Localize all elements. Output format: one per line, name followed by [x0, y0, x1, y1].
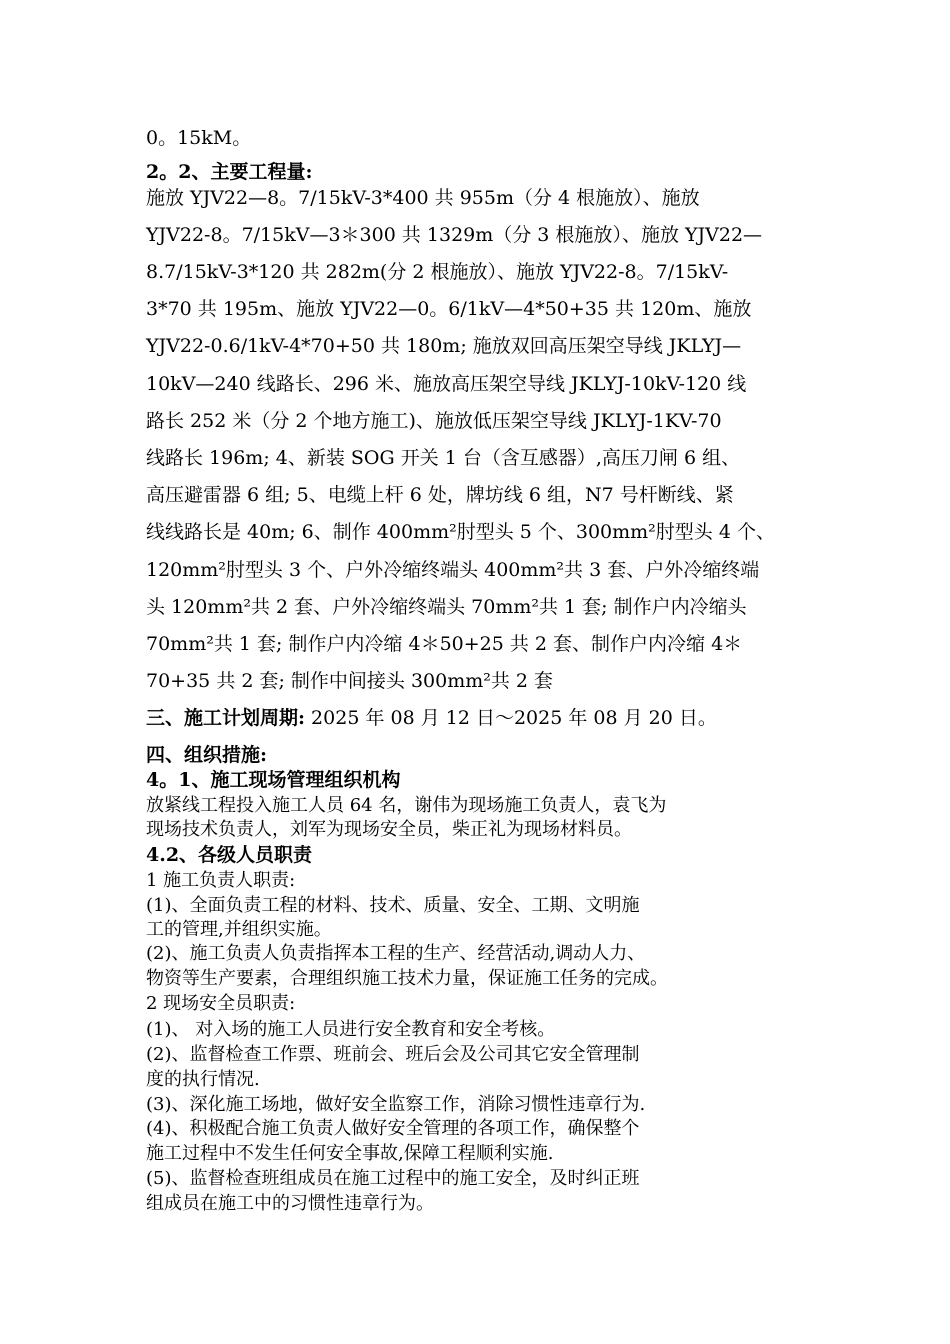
text-line: 组成员在施工中的习惯性违章行为。 — [146, 1193, 434, 1214]
text-line: 物资等生产要素，合理组织施工技术力量，保证施工任务的完成。 — [146, 968, 668, 989]
text-line: 10kV—240 线路长、296 米、施放高压架空导线 JKLYJ-10kV-120 线 — [146, 373, 747, 395]
text-line: 8.7/15kV-3*120 共 282m(分 2 根施放）、施放 YJV22-8。7/15kV- — [146, 261, 729, 283]
text-line: YJV22-8。7/15kV—3＊300 共 1329m（分 3 根施放）、施放 YJV22— — [146, 224, 763, 246]
text-line: 70+35 共 2 套; 制作中间接头 300mm²共 2 套 — [146, 670, 554, 692]
text-line: (2)、监督检查工作票、班前会、班后会及公司其它安全管理制 — [146, 1044, 640, 1065]
text-line: 3*70 共 195m、施放 YJV22—0。6/1kV—4*50+35 共 120m、施放 — [146, 298, 752, 320]
section-heading-organization: 四、组织措施: — [146, 744, 268, 766]
section-heading-quantities: 2。2、主要工程量: — [146, 161, 313, 183]
schedule-dates: 2025 年 08 月 12 日～2025 年 08 月 20 日。 — [305, 707, 717, 729]
text-line: 现场技术负责人，刘军为现场安全员，柴正礼为现场材料员。 — [146, 819, 632, 840]
text-line: 工的管理,并组织实施。 — [146, 919, 332, 940]
text-line: (1)、 对入场的施工人员进行安全教育和安全考核。 — [146, 1019, 556, 1040]
text-line: 线线路长是 40m; 6、制作 400mm²肘型头 5 个、300mm²肘型头 4 个、 — [146, 521, 775, 543]
text-line: (3)、深化施工场地，做好安全监察工作，消除习惯性违章行为. — [146, 1094, 646, 1115]
text-line: 0。15kM。 — [146, 127, 252, 149]
text-line: 放紧线工程投入施工人员 64 名，谢伟为现场施工负责人，袁飞为 — [146, 795, 667, 816]
schedule-line — [146, 706, 717, 730]
text-line: 施放 YJV22—8。7/15kV-3*400 共 955m（分 4 根施放）、施放 — [146, 187, 700, 209]
subsection-heading-site-management: 4。1、施工现场管理组织机构 — [146, 769, 401, 791]
text-line: 70mm²共 1 套; 制作户内冷缩 4＊50+25 共 2 套、制作户内冷缩 4＊ — [146, 633, 743, 655]
text-line: 线路长 196m; 4、新装 SOG 开关 1 台（含互感器）,高压刀闸 6 组、 — [146, 447, 741, 469]
section-heading-schedule: 三、施工计划周期: — [146, 707, 306, 729]
text-line: 路长 252 米（分 2 个地方施工)、施放低压架空导线 JKLYJ-1KV-70 — [146, 410, 722, 432]
text-line: (4)、积极配合施工负责人做好安全管理的各项工作，确保整个 — [146, 1118, 640, 1139]
text-line: YJV22-0.6/1kV-4*70+50 共 180m; 施放双回高压架空导线 JKLYJ— — [146, 335, 742, 357]
text-line: (1)、全面负责工程的材料、技术、质量、安全、工期、文明施 — [146, 895, 640, 916]
text-line: 头 120mm²共 2 套、户外冷缩终端头 70mm²共 1 套; 制作户内冷缩头 — [146, 596, 747, 618]
text-line: 高压避雷器 6 组; 5、电缆上杆 6 处，牌坊线 6 组，N7 号杆断线、紧 — [146, 484, 734, 506]
text-line: 度的执行情况. — [146, 1069, 260, 1090]
text-line: (2)、施工负责人负责指挥本工程的生产、经营活动,调动人力、 — [146, 943, 646, 964]
subsection-heading-responsibilities: 4.2、各级人员职责 — [146, 844, 313, 866]
text-line: 2 现场安全员职责: — [146, 993, 296, 1014]
text-line: 施工过程中不发生任何安全事故,保障工程顺利实施. — [146, 1143, 554, 1164]
text-line: 120mm²肘型头 3 个、户外冷缩终端头 400mm²共 3 套、户外冷缩终端 — [146, 559, 760, 581]
text-line: 1 施工负责人职责: — [146, 870, 296, 891]
text-line: (5)、监督检查班组成员在施工过程中的施工安全，及时纠正班 — [146, 1168, 640, 1189]
